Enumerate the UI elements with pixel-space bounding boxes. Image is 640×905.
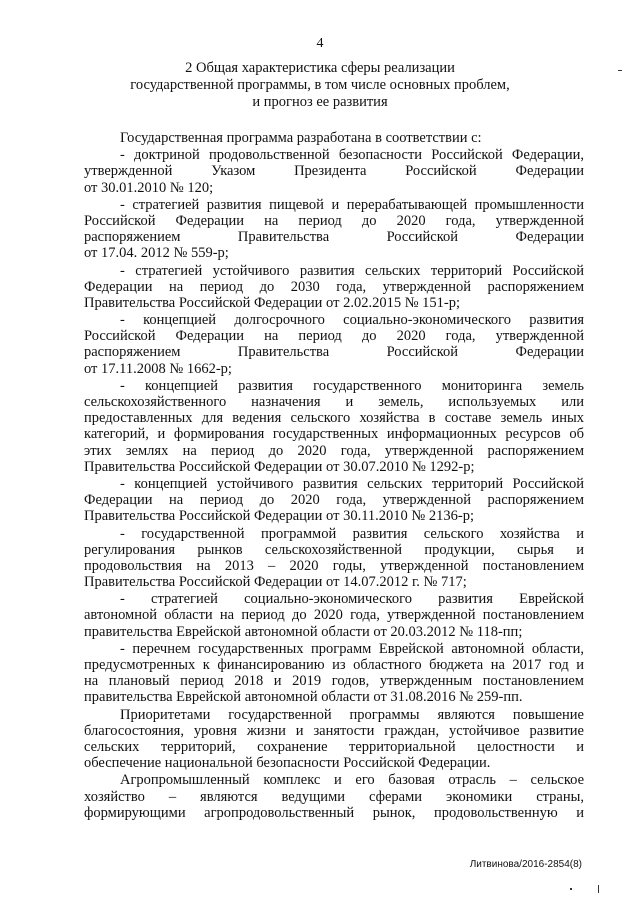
text-line: регулирования рынков сельскохозяйственной продукции, сырья и — [84, 541, 584, 558]
text-line: распоряжением Правительства Российской Федерации — [84, 344, 584, 361]
text-line: обеспечение национальной безопасности Российской Федерации. — [84, 755, 491, 772]
text-line: Правительства Российской Федерации от 14.07.2012 г. № 717; — [84, 574, 467, 591]
text-line: хозяйство – являются ведущими сферами экономики страны, — [84, 788, 584, 805]
text-line: предоставленных для ведения сельского хозяйства в составе земель иных — [84, 410, 584, 427]
paragraph — [84, 263, 584, 312]
text-line: - перечнем государственных программ Еврейской автономной области, — [120, 640, 584, 657]
text-line: - стратегией устойчивого развития сельских территорий Российской — [120, 262, 584, 279]
text-line: - концепцией устойчивого развития сельских территорий Российской — [120, 475, 584, 492]
text-line: благосостояния, уровня жизни и занятости граждан, устойчивое развитие — [84, 722, 584, 739]
text-line: категорий, и формирования государственных информационных ресурсов об — [84, 426, 584, 443]
text-line: Агропромышленный комплекс и его базовая отрасль – сельское — [120, 772, 584, 789]
text-line: распоряжением Правительства Российской Федерации — [84, 229, 584, 246]
text-line: Федерации на период до 2030 года, утвержденной распоряжением — [84, 278, 584, 295]
paragraph — [84, 591, 584, 640]
text-line: от 30.01.2010 № 120; — [84, 179, 214, 196]
text-line: предусмотренных к финансированию из областного бюджета на 2017 год и — [84, 657, 584, 673]
text-line: Правительства Российской Федерации от 2.02.2015 № 151-р; — [84, 294, 461, 311]
paragraph — [84, 378, 584, 475]
heading-line: государственной программы, в том числе основных проблем, — [130, 77, 510, 93]
text-line: этих землях на период до 2020 года, утвержденной распоряжением — [84, 442, 584, 459]
text-line: правительства Еврейской автономной области от 31.08.2016 № 259-пп. — [84, 689, 523, 706]
heading-line: и прогноз ее развития — [252, 94, 388, 110]
page-number: 4 — [316, 36, 324, 51]
paragraph — [84, 197, 584, 262]
text-line: - доктриной продовольственной безопасности Российской Федерации, — [120, 147, 584, 164]
text-line: сельскохозяйственного назначения и земель, используемых или — [84, 394, 584, 410]
section-heading — [60, 60, 580, 111]
text-line: от 17.04. 2012 № 559-р; — [84, 245, 229, 262]
text-line: Российской Федерации на период до 2020 года, утвержденной — [84, 212, 584, 229]
text-line: Государственная программа разработана в соответствии с: — [120, 130, 482, 146]
text-line: от 17.11.2008 № 1662-р; — [84, 360, 232, 377]
text-line: автономной области на период до 2020 года, утвержденной постановлением — [84, 607, 584, 624]
text-line: - концепцией развития государственного мониторинга земель — [120, 377, 584, 394]
paragraph — [84, 526, 584, 591]
text-line: Правительства Российской Федерации от 30.07.2010 № 1292-р; — [84, 458, 475, 475]
paragraph — [84, 312, 584, 377]
text-line: Правительства Российской Федерации от 30.11.2010 № 2136-р; — [84, 508, 474, 525]
paragraph — [84, 147, 584, 196]
text-line: продовольствия на 2013 – 2020 годы, утвержденной постановлением — [84, 557, 584, 574]
paragraph — [84, 707, 584, 772]
paragraph — [84, 476, 584, 525]
paragraph — [84, 772, 584, 821]
text-line: утвержденной Указом Президента Российской Федерации — [84, 163, 584, 180]
text-line: - стратегией социально-экономического развития Еврейской — [120, 591, 584, 608]
text-line: Приоритетами государственной программы являются повышение — [120, 706, 584, 723]
text-line: - концепцией долгосрочного социально-экономического развития — [120, 312, 584, 329]
scan-mark — [598, 885, 599, 893]
text-line: формирующими агропродовольственный рынок, продовольственную и — [84, 804, 584, 821]
text-line: Федерации на период до 2020 года, утвержденной распоряжением — [84, 492, 584, 509]
scan-mark — [618, 70, 622, 71]
text-line: сельских территорий, сохранение территориальной целостности и — [84, 738, 584, 755]
text-line: правительства Еврейской автономной области от 20.03.2012 № 118-пп; — [84, 623, 523, 640]
document-body — [84, 130, 584, 822]
heading-line: 2 Общая характеристика сферы реализации — [185, 60, 455, 76]
scan-mark — [570, 888, 572, 890]
text-line: - государственной программой развития сельского хозяйства и — [120, 525, 584, 542]
text-line: Российской Федерации на период до 2020 года, утвержденной — [84, 328, 584, 345]
text-line: на плановый период 2018 и 2019 годов, утвержденным постановлением — [84, 673, 584, 690]
text-line: - стратегией развития пищевой и перерабатывающей промышленности — [120, 196, 584, 213]
paragraph — [84, 641, 584, 706]
footer-reference: Литвинова/2016-2854(8) — [469, 859, 582, 870]
paragraph — [84, 130, 584, 146]
